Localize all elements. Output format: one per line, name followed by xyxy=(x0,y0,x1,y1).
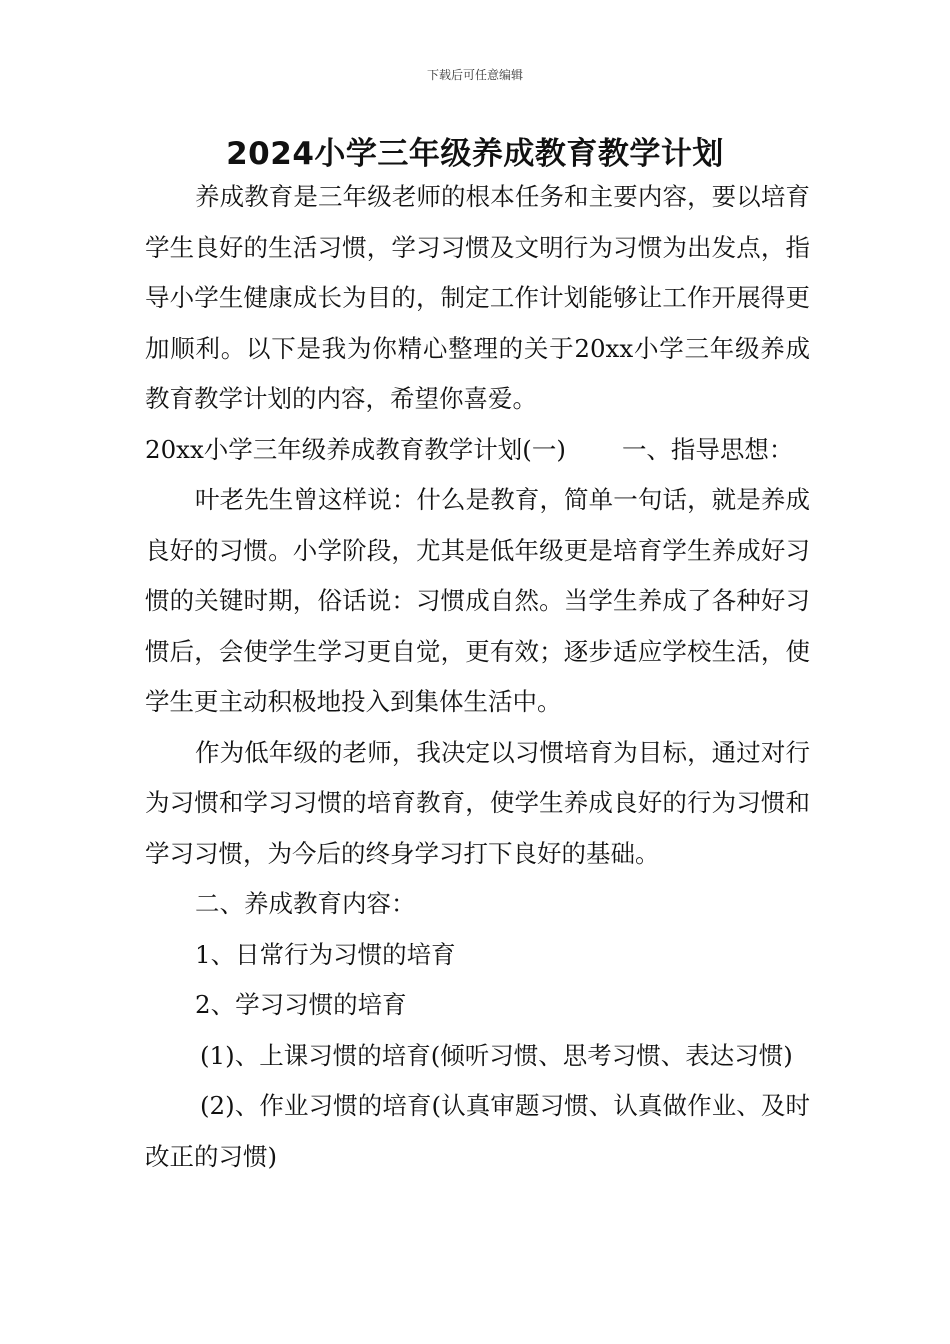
list-item-1: 1、日常行为习惯的培育 xyxy=(195,939,456,969)
header-note: 下载后可任意编辑 xyxy=(426,68,523,82)
part1-paragraph-2: 作为低年级的老师，我决定以习惯培育为目标，通过对行为习惯和学习习惯的培育教育，使学生养成良好的行为习惯和学习习惯，为今后的终身学习打下良好的基础。 xyxy=(145,737,810,868)
part1-heading: 一、指导思想： xyxy=(621,434,794,464)
section-heading: 20xx小学三年级养成教育教学计划(一) xyxy=(145,434,566,464)
part2-heading: 二、养成教育内容： xyxy=(195,889,416,918)
document-title: 2024小学三年级养成教育教学计划 xyxy=(226,136,724,172)
sub-item-2: (2)、作业习惯的培育(认真审题习惯、认真做作业、及时改正的习惯) xyxy=(145,1091,810,1171)
section-heading-line xyxy=(145,425,810,476)
document-body xyxy=(145,172,810,1182)
part1-paragraph-1: 叶老先生曾这样说：什么是教育，简单一句话，就是养成良好的习惯。小学阶段，尤其是低年级更是培育学生养成好习惯的关键时期，俗话说：习惯成自然。当学生养成了各种好习惯后，会使学生学习更自觉，更有效；逐步适应学校生活，使学生更主动积极地投入到集体生活中。 xyxy=(145,485,810,716)
intro-paragraph: 养成教育是三年级老师的根本任务和主要内容，要以培育学生良好的生活习惯，学习习惯及文明行为习惯为出发点，指导小学生健康成长为目的，制定工作计划能够让工作开展得更加顺利。以下是我为你精心整理的关于20xx小学三年级养成教育教学计划的内容，希望你喜爱。 xyxy=(145,182,810,413)
list-item-2: 2、学习习惯的培育 xyxy=(195,990,407,1019)
sub-item-1: (1)、上课习惯的培育(倾听习惯、思考习惯、表达习惯) xyxy=(200,1040,793,1070)
